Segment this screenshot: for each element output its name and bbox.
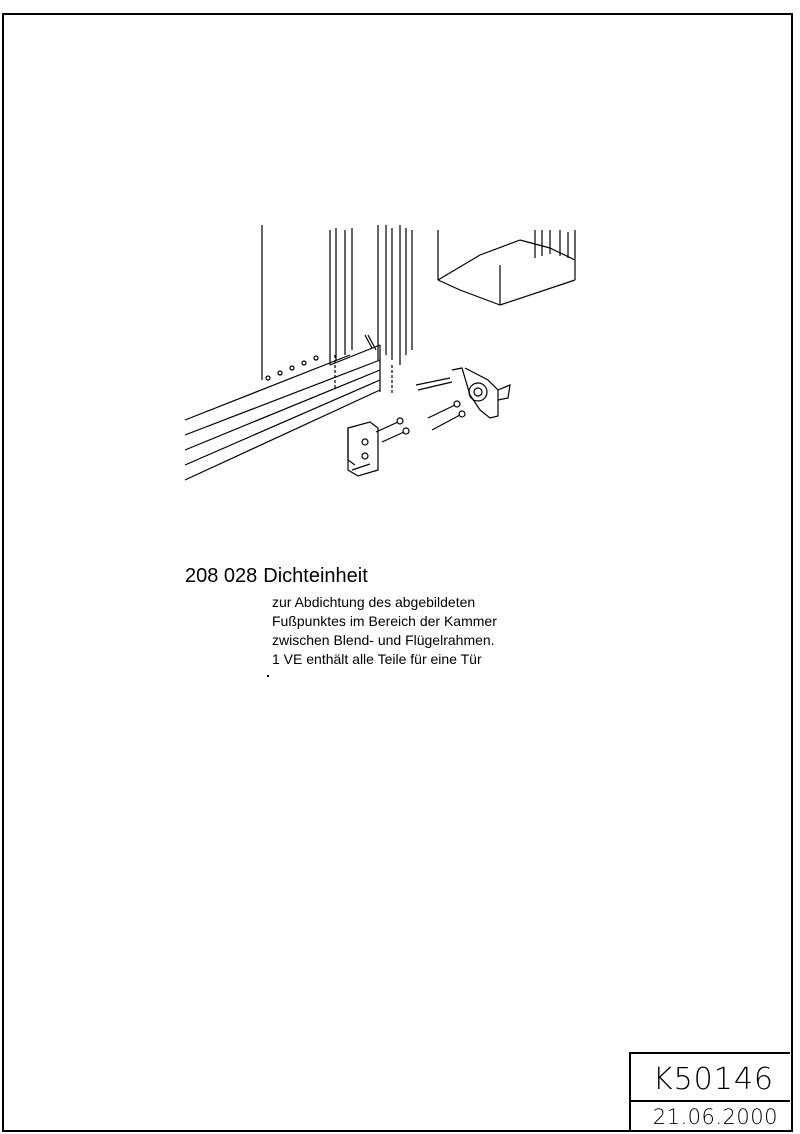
part-number: 208 028 [185, 565, 258, 587]
frame-corner-section [438, 230, 575, 305]
description-line: zur Abdichtung des abgebildeten [272, 594, 476, 610]
drawing-date: 21.06.2000 [652, 1105, 778, 1129]
part-name: Dichteinheit [263, 565, 368, 587]
frame-profile-vertical [262, 225, 412, 380]
part-heading [185, 565, 368, 588]
part-description [272, 593, 497, 669]
bracket [348, 422, 378, 476]
title-block [629, 1052, 790, 1130]
screws [376, 401, 465, 442]
description-line: Fußpunktes im Bereich der Kammer [272, 613, 497, 629]
technical-drawing [180, 220, 590, 490]
drawing-sheet-border [2, 13, 793, 1132]
scan-speck [267, 675, 269, 677]
drawing-code: K50146 [631, 1054, 790, 1102]
seal-unit [416, 368, 510, 418]
description-line: 1 VE enthält alle Teile für eine Tür [272, 651, 482, 667]
description-line: zwischen Blend- und Flügelrahmen. [272, 632, 495, 648]
sill-profile [185, 335, 380, 480]
sill-holes [266, 356, 318, 380]
